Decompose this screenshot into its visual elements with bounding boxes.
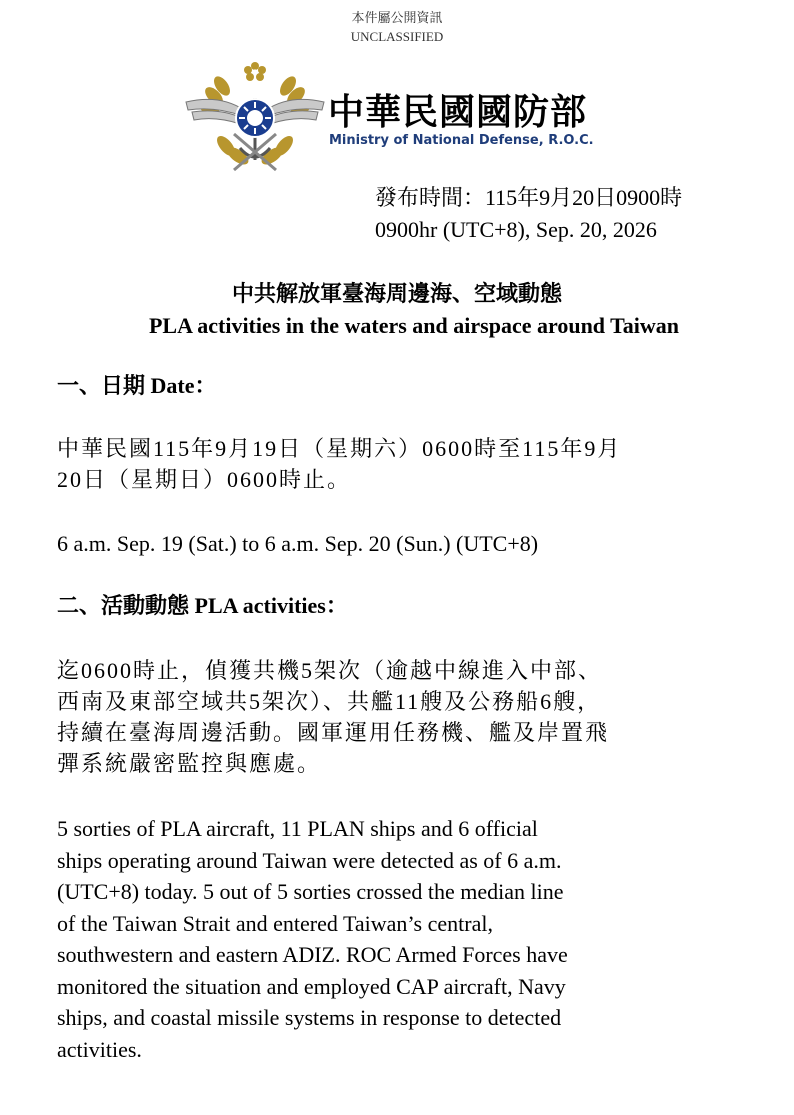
activities-zh-paragraph: [57, 655, 609, 779]
activities-en-line: of the Taiwan Strait and entered Taiwan’s central,: [57, 910, 493, 936]
date-section-heading: 一、日期 Date：: [57, 373, 217, 398]
classification-banner: [0, 8, 794, 46]
activities-zh-line: 西南及東部空域共5架次）、共艦11艘及公務船6艘，: [57, 689, 602, 714]
activities-zh-line: 彈系統嚴密監控與應處。: [57, 751, 322, 776]
activities-en-line: ships operating around Taiwan were detected as of 6 a.m.: [57, 847, 562, 873]
release-time-en: 0900hr (UTC+8), Sep. 20, 2026: [375, 217, 657, 242]
activities-en-line: southwestern and eastern ADIZ. ROC Armed Forces have: [57, 942, 568, 967]
mnd-emblem-icon: [182, 56, 328, 176]
date-zh-line: 20日（星期日）0600時止。: [57, 467, 352, 492]
activities-en-paragraph: [57, 813, 568, 1065]
activities-en-line: monitored the situation and employed CAP aircraft, Navy: [57, 973, 566, 999]
activities-en-line: (UTC+8) today. 5 out of 5 sorties crossed the median line: [57, 879, 564, 904]
org-name-en: Ministry of National Defense, R.O.C.: [329, 133, 594, 148]
classification-en: UNCLASSIFIED: [350, 29, 444, 44]
date-zh-line: 中華民國115年9月19日（星期六）0600時至115年9月: [57, 436, 622, 461]
activities-en-line: activities.: [57, 1036, 142, 1062]
activities-zh-line: 持續在臺海周邊活動。國軍運用任務機、艦及岸置飛: [57, 720, 610, 745]
activities-zh-line: 迄0600時止，偵獲共機5架次（逾越中線進入中部、: [57, 658, 603, 683]
classification-zh: 本件屬公開資訊: [351, 10, 443, 25]
activities-section-heading: 二、活動動態 PLA activities：: [57, 593, 348, 618]
document-title: [0, 278, 794, 342]
activities-en-line: ships, and coastal missile systems in response to detected: [57, 1005, 562, 1030]
org-name-zh: 中華民國國防部: [328, 92, 588, 133]
title-zh: 中共解放軍臺海周邊海、空域動態: [231, 281, 562, 306]
date-zh-paragraph: [57, 433, 621, 495]
release-time: [375, 182, 682, 246]
date-en-paragraph: 6 a.m. Sep. 19 (Sat.) to 6 a.m. Sep. 20 (Sun.) (UTC+8): [57, 531, 539, 556]
title-en: PLA activities in the waters and airspace around Taiwan: [148, 313, 680, 338]
activities-en-line: 5 sorties of PLA aircraft, 11 PLAN ships and 6 official: [57, 816, 538, 841]
release-time-zh: 發布時間：115年9月20日0900時: [375, 185, 683, 210]
